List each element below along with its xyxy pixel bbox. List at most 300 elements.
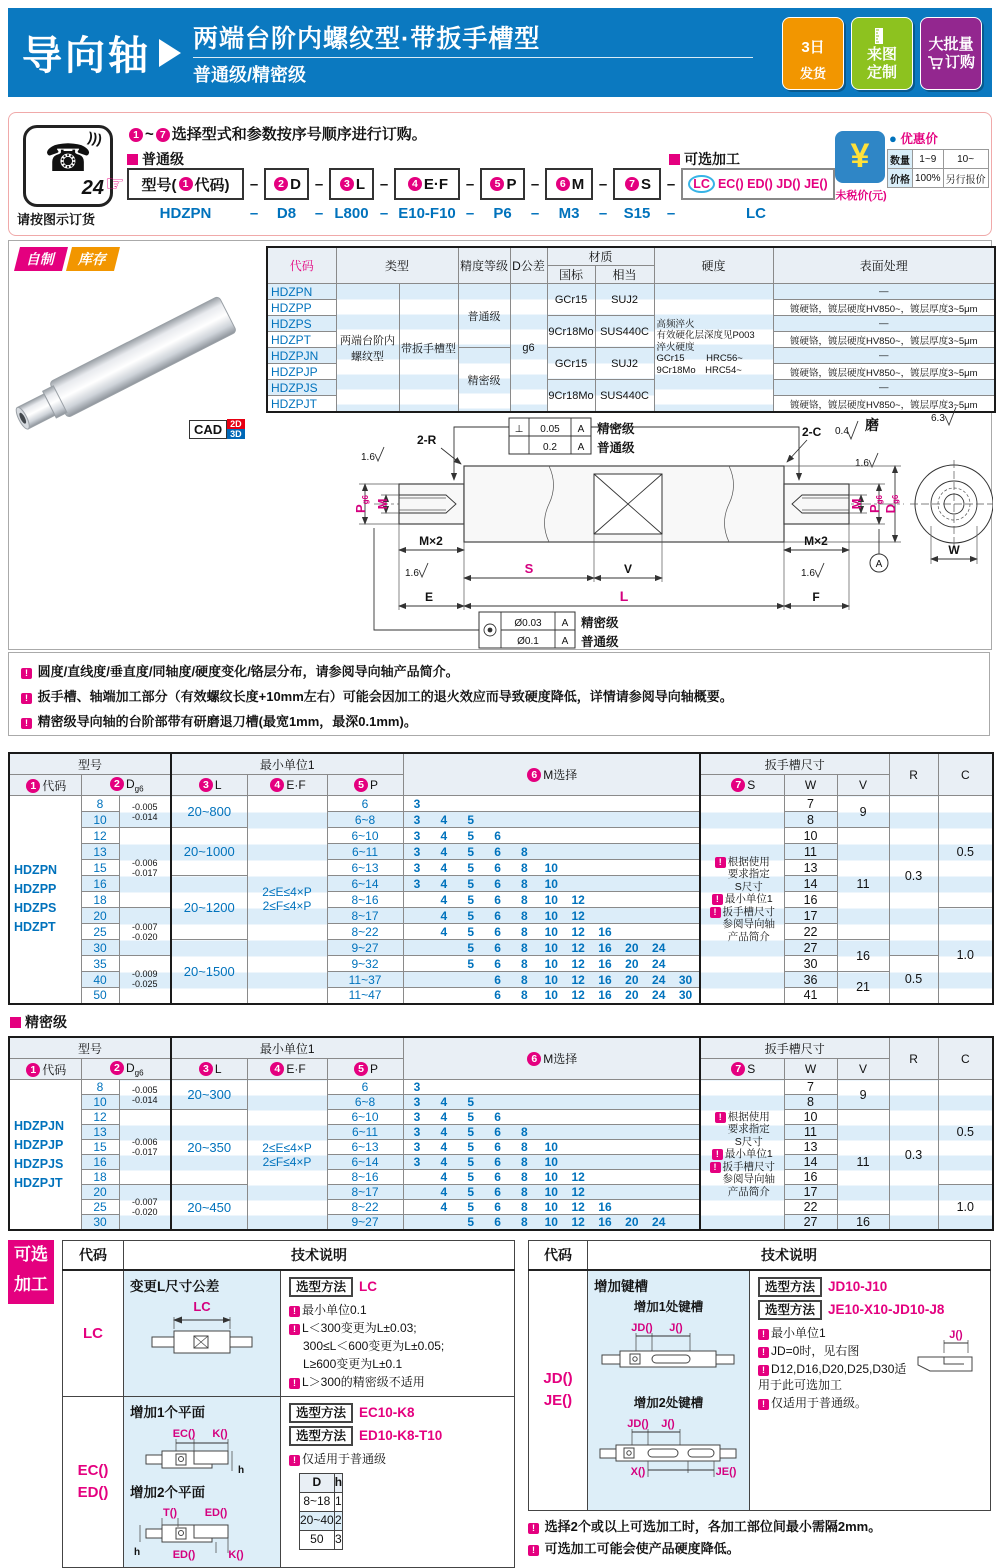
m-choices: 3 4 5 6 8 10 — [403, 1140, 700, 1155]
m-choices: 3 4 5 6 — [403, 1110, 700, 1125]
order-box-1: 型号( 1 代码) — [127, 168, 244, 200]
p-range: 6 — [327, 796, 403, 812]
size-table-precision: 型号 最小单位1 6 M选择 扳手槽尺寸 R C 1 代码 2 $D_{g6}$ 3 L 4 E·F 5 P 7 S W V HDZPJN HDZPJP HDZPJS HDZPJT 8 -0.005 -0.014 20~300 2≤E≤4×P 2≤F≤4×P 6 3 !根据使用 要求指定 S尺寸 !最小单位1 !扳手槽尺寸 参阅导向轴 产品简介 7 9 0.3 0.5 10 6~8 3 4 5 8 12 -0.006 -0.017 20~350 6~10 3 4 5 6 10 11 13 6~11 3 4 5 6 8 11 15 6~13 3 4 5 6 8 10 13 16 6~14 3 4 5 6 8 10 14 18 8~16 4 5 6 8 10 12 16 20 -0.007 -0.020 20~450 8~17 4 5 6 8 10 12 17 1.0 25 8~22 4 5 6 8 10 12 16 22 30 9~27 5 6 8 10 12 16 20 24 27 16 — [8, 1036, 994, 1231]
svg-text:A: A — [561, 636, 569, 647]
v-value: 9 — [837, 1080, 889, 1110]
p-range: 8~22 — [327, 924, 403, 940]
r-value: 0.5 — [889, 956, 938, 1004]
phone-24h-icon: ☎ 24 ))) — [23, 125, 113, 207]
v-value: 11 — [837, 1110, 889, 1215]
p-range: 6~14 — [327, 1155, 403, 1170]
svg-text:0.05: 0.05 — [540, 424, 560, 435]
num-6-icon: 6 — [527, 768, 541, 782]
perpendicularity-symbol: ⊥ — [514, 424, 524, 435]
dg6-value: 13 — [81, 1125, 119, 1140]
svg-text:W: W — [948, 543, 960, 557]
dg6-tolerance: -0.005 -0.014 — [119, 796, 171, 828]
page-title: 两端台阶内螺纹型·带扳手槽型 — [193, 24, 541, 53]
c-value: 1.0 — [938, 1185, 993, 1231]
order-box-2: 2 D — [264, 168, 309, 200]
spec-table: 代码 类型 精度等级 D公差 材质 硬度 表面处理 国标 相当 HDZPN 两端台阶内螺纹型 带扳手槽型 普通级 g6 GCr15 SUJ2 高频淬火 有效硬化层深度见P003 淬火硬度 GCr15 HRC56~ 9Cr18Mo HRC54~ — HDZPP 镀硬铬，镀层硬度HV850~，镀层厚度3~5μm HDZPS 9Cr18Mo SUS440C — HDZPT 镀硬铬，镀层硬度HV850~，镀层厚度3~5μm HDZPJN 精密级 GCr15 SUJ2 — HDZPJP 镀硬铬，镀层硬度HV850~，镀层厚度3~5μm HDZPJS 9Cr18Mo SUS440C — HDZPJT 镀硬铬，镀层硬度HV850~，镀层厚度3~5μm — [266, 246, 996, 413]
p-range: 9~27 — [327, 1215, 403, 1231]
svg-text:L: L — [619, 588, 629, 604]
w-value: 22 — [784, 924, 837, 940]
svg-text:K(): K() — [228, 1549, 244, 1561]
example-value: LC — [746, 205, 766, 222]
w-value: 36 — [784, 972, 837, 988]
m-choices: 4 5 6 8 10 12 — [403, 908, 700, 924]
svg-text:A: A — [577, 424, 585, 435]
svg-text:JD(): JD() — [631, 1322, 653, 1334]
dg6-value: 18 — [81, 892, 119, 908]
w-value: 10 — [784, 828, 837, 844]
svg-text:S: S — [524, 561, 534, 576]
p-range: 6~10 — [327, 1110, 403, 1125]
surface-treatment: — — [773, 348, 995, 364]
dg6-value: 30 — [81, 1215, 119, 1231]
note-icon — [715, 1112, 726, 1123]
l-range: 20~450 — [171, 1185, 247, 1231]
p-range: 6~14 — [327, 876, 403, 892]
optional-codes-box: LC EC() ED() JD() JE() — [681, 168, 835, 200]
num-3-icon: 3 — [199, 1062, 213, 1076]
dg6-value: 20 — [81, 1185, 119, 1200]
p-range: 6~10 — [327, 828, 403, 844]
dg6-value: 25 — [81, 1200, 119, 1215]
svg-text:Pg6: $P_{g6}$ — [867, 494, 884, 514]
w-value: 14 — [784, 1155, 837, 1170]
m-choices: 3 4 5 6 — [403, 828, 700, 844]
dg6-value: 35 — [81, 956, 119, 972]
dg6-value: 20 — [81, 908, 119, 924]
num-1-icon: 1 — [26, 779, 40, 793]
svg-text:1.6: 1.6 — [361, 452, 375, 463]
code-ec-ed: EC() ED() — [63, 1397, 124, 1568]
spec-code[interactable]: HDZPT — [267, 332, 336, 348]
dg6-value: 18 — [81, 1170, 119, 1185]
code-jd-je: JD() JE() — [529, 1270, 588, 1510]
cad-download-badge[interactable]: CAD 2D 3D — [189, 419, 245, 439]
svg-text:JE(): JE() — [715, 1466, 737, 1478]
example-value: L800 — [334, 205, 369, 222]
size-table-normal: 型号 最小单位1 6 M选择 扳手槽尺寸 R C 1 代码 2 $D_{g6}$ 3 L 4 E·F 5 P 7 S W V HDZPN HDZPP HDZPS HDZPT 8 -0.005 -0.014 20~800 2≤E≤4×P 2≤F≤4×P 6 3 !根据使用 要求指定 S尺寸 !最小单位1 !扳手槽尺寸 参阅导向轴 产品简介 7 9 0.3 0.5 10 6~8 3 4 5 8 12 -0.006 -0.017 20~1000 6~10 3 4 5 6 10 11 13 6~11 3 4 5 6 8 11 15 6~13 3 4 5 6 8 10 13 16 20~1200 6~14 3 4 5 6 8 10 14 18 8~16 4 5 6 8 10 12 16 20 -0.007 -0.020 8~17 4 5 6 8 10 12 17 1.0 25 8~22 4 5 6 8 10 12 16 22 30 20~1500 9~27 5 6 8 10 12 16 20 24 27 16 35 -0.009 -0.025 9~32 5 6 8 10 12 16 20 24 30 0.5 40 11~37 6 8 10 12 16 20 24 30 36 21 50 11~47 6 8 10 12 16 20 24 30 41 — [8, 752, 994, 1005]
p-range: 11~37 — [327, 972, 403, 988]
s-notes: !根据使用 要求指定 S尺寸 !最小单位1 !扳手槽尺寸 参阅导向轴 产品简介 — [700, 796, 784, 1004]
m-choices: 5 6 8 10 12 16 20 24 — [403, 940, 700, 956]
l-range: 20~300 — [171, 1080, 247, 1110]
order-box-6: 6 M — [545, 168, 593, 200]
w-value: 22 — [784, 1200, 837, 1215]
note-icon — [289, 1324, 300, 1335]
p-range: 6~11 — [327, 1125, 403, 1140]
note-icon — [758, 1329, 769, 1340]
dg6-value: 12 — [81, 1110, 119, 1125]
note-icon — [758, 1365, 769, 1376]
spec-code[interactable]: HDZPJP — [267, 364, 336, 380]
w-value: 10 — [784, 1110, 837, 1125]
dg6-value: 8 — [81, 796, 119, 812]
order-box-3: 3 L — [329, 168, 374, 200]
svg-text:普通级: 普通级 — [597, 441, 635, 455]
svg-text:M×2: M×2 — [804, 534, 828, 548]
arrow-right-icon — [159, 39, 181, 67]
w-value: 27 — [784, 940, 837, 956]
m-choices: 5 6 8 10 12 16 20 24 — [403, 1215, 700, 1231]
num-6-icon: 6 — [556, 177, 570, 191]
example-value: E10-F10 — [398, 205, 456, 222]
order-box-4: 4 E·F — [394, 168, 460, 200]
svg-text:0.2: 0.2 — [543, 442, 557, 453]
svg-text:J(): J() — [949, 1329, 963, 1341]
w-value: 14 — [784, 876, 837, 892]
svg-text:A: A — [561, 618, 569, 629]
m-choices: 3 4 5 — [403, 1095, 700, 1110]
cart-icon — [927, 56, 943, 70]
m-choices: 6 8 10 12 16 20 24 30 — [403, 988, 700, 1004]
w-value: 41 — [784, 988, 837, 1004]
spec-code[interactable]: HDZPJS — [267, 380, 336, 396]
num-7-icon: 7 — [625, 177, 639, 191]
svg-text:JD(): JD() — [627, 1418, 649, 1430]
num-2-icon: 2 — [110, 1061, 124, 1075]
jd-je-diagram-cell: 增加键槽 增加1处键槽 JD() J() 增加2处键槽 JD() J() X() JE() — [588, 1270, 750, 1510]
dg6-value: 10 — [81, 812, 119, 828]
phone-caption: 请按图示订货 — [17, 212, 96, 227]
svg-text:普通级: 普通级 — [581, 635, 619, 649]
p-range: 11~47 — [327, 988, 403, 1004]
svg-text:精密级: 精密级 — [581, 616, 619, 630]
m-choices: 4 5 6 8 10 12 — [403, 1170, 700, 1185]
m-choices: 4 5 6 8 10 12 16 — [403, 924, 700, 940]
num-2-icon: 2 — [274, 177, 288, 191]
p-range: 8~16 — [327, 892, 403, 908]
price-table: 数量 1~9 10~ 价格 100% 另行报价 — [887, 149, 989, 188]
num-5-icon: 5 — [354, 778, 368, 792]
dg6-value: 13 — [81, 844, 119, 860]
order-example-row: HDZPN – D8 – L800 – E10-F10 – P6 – M3 – S15 – LC — [127, 205, 831, 222]
note-icon — [758, 1399, 769, 1410]
m-choices: 3 4 5 6 8 10 — [403, 876, 700, 892]
svg-text:F: F — [812, 590, 820, 604]
l-range: 20~800 — [171, 796, 247, 828]
svg-text:LC: LC — [193, 1299, 211, 1314]
dg6-value: 10 — [81, 1095, 119, 1110]
order-box-5: 5 P — [480, 168, 525, 200]
c-value: 0.5 — [938, 796, 993, 908]
order-box-7: 7 S — [613, 168, 661, 200]
dg6-value: 15 — [81, 1140, 119, 1155]
num-7-icon: 7 — [156, 128, 170, 142]
num-1-icon: 1 — [179, 177, 193, 191]
m-choices: 3 — [403, 796, 700, 812]
svg-text:A: A — [875, 559, 883, 570]
svg-text:h: h — [134, 1547, 141, 1558]
p-range: 6~8 — [327, 812, 403, 828]
c-value: 1.0 — [938, 908, 993, 1004]
p-range: 6~8 — [327, 1095, 403, 1110]
dg6-tolerance: -0.007 -0.020 — [119, 908, 171, 956]
square-bullet-icon — [669, 154, 680, 165]
m-choices: 4 5 6 8 10 12 — [403, 1185, 700, 1200]
code-lc: LC — [63, 1270, 124, 1397]
table-codes[interactable]: HDZPJN HDZPJP HDZPJS HDZPJT — [9, 1080, 81, 1231]
w-value: 30 — [784, 956, 837, 972]
stock-badge: 库存 — [66, 247, 120, 271]
yen-icon: ¥ — [835, 131, 885, 183]
precision-section-label: 精密级 — [10, 1012, 67, 1032]
m-choices: 6 8 10 12 16 20 24 30 — [403, 972, 700, 988]
note-icon — [289, 1306, 300, 1317]
svg-text:T(): T() — [162, 1507, 178, 1519]
grade-label: 普通级 — [127, 149, 184, 169]
note-icon — [710, 907, 721, 918]
w-value: 17 — [784, 1185, 837, 1200]
s-notes: !根据使用 要求指定 S尺寸 !最小单位1 !扳手槽尺寸 参阅导向轴 产品简介 — [700, 1080, 784, 1231]
w-value: 13 — [784, 1140, 837, 1155]
optional-machining-badge: 可选 加工 — [8, 1240, 54, 1304]
ordering-section — [8, 112, 992, 236]
note-icon — [21, 693, 32, 704]
dg6-tolerance: -0.007 -0.020 — [119, 1185, 171, 1231]
svg-text:Dg6: $D_{g6}$ — [883, 494, 900, 514]
dg6-value: 30 — [81, 940, 119, 956]
svg-text:A: A — [577, 442, 585, 453]
svg-text:6.3: 6.3 — [931, 413, 945, 424]
num-1-icon: 1 — [129, 128, 143, 142]
spec-code[interactable]: HDZPN — [267, 284, 336, 300]
m-choices: 3 4 5 6 8 — [403, 844, 700, 860]
v-value: 11 — [837, 828, 889, 940]
note-icon — [715, 857, 726, 868]
note-icon — [712, 894, 723, 905]
svg-text:h: h — [238, 1465, 245, 1476]
optional-label: 可选加工 — [669, 149, 740, 169]
svg-text:M×2: M×2 — [419, 534, 443, 548]
dg6-value: 12 — [81, 828, 119, 844]
c-value: 0.5 — [938, 1080, 993, 1185]
num-2-icon: 2 — [110, 777, 124, 791]
dg6-tolerance: -0.005 -0.014 — [119, 1080, 171, 1110]
p-range: 6~13 — [327, 860, 403, 876]
note-icon — [21, 718, 32, 729]
lc-explanation: 选型方法 LC !最小单位0.1 !L＜300变更为L±0.03; 300≤L＜600变更为L±0.05; L≥600变更为L±0.1 !L＞300的精密级不适用 — [281, 1270, 515, 1397]
dg6-value: 8 — [81, 1080, 119, 1095]
w-value: 13 — [784, 860, 837, 876]
lc-diagram-cell: 变更L尺寸公差 LC — [124, 1270, 281, 1397]
v-value: 9 — [837, 796, 889, 828]
svg-text:E: E — [424, 590, 434, 604]
svg-text:磨: 磨 — [865, 417, 879, 433]
badge-3day-shipping: 3日 发货 — [782, 17, 844, 90]
p-range: 8~22 — [327, 1200, 403, 1215]
w-value: 16 — [784, 1170, 837, 1185]
m-choices: 4 5 6 8 10 12 16 — [403, 1200, 700, 1215]
p-range: 9~32 — [327, 956, 403, 972]
drawing-notes: ! 圆度/直线度/垂直度/同轴度/硬度变化/铬层分布，请参阅导向轴产品简介。 ! 扳手槽、轴端加工部分（有效螺纹长度+10mm左右）可能会因加工的退火效应而导致硬度降低，详情请参阅导向轴概要。 ! 精密级导向轴的台阶部带有研磨退刀槽(最宽1mm，最深0.1mm)。 — [8, 652, 990, 736]
surface-treatment: 镀硬铬，镀层硬度HV850~，镀层厚度3~5μm — [773, 364, 995, 380]
svg-text:EC(): EC() — [172, 1428, 196, 1440]
num-5-icon: 5 — [354, 1062, 368, 1076]
jd-zero-diagram — [908, 1327, 982, 1379]
svg-text:1.6: 1.6 — [855, 458, 869, 469]
model-code-boxes: 型号( 1 代码) – 2 D – 3 L – 4 E·F – 5 P – 6 M – 7 S – LC EC() ED() JD() JE() — [127, 169, 835, 199]
badge-custom-drawing: 来图 定制 — [851, 17, 913, 90]
svg-text:X(): X() — [630, 1466, 646, 1478]
badge-bulk-order: 大批量 订购 — [920, 17, 982, 90]
note-icon — [21, 668, 32, 679]
svg-text:精密级: 精密级 — [597, 422, 635, 436]
num-7-icon: 7 — [731, 1062, 745, 1076]
m-choices: 3 4 5 6 8 10 — [403, 1155, 700, 1170]
dg6-value: 16 — [81, 1155, 119, 1170]
svg-text:2-R: 2-R — [417, 433, 437, 447]
d-h-table: D h 8~18 1 20~40 2 50 3 — [299, 1473, 343, 1550]
svg-text:1.6: 1.6 — [801, 568, 815, 579]
w-value: 8 — [784, 1095, 837, 1110]
p-range: 8~16 — [327, 1170, 403, 1185]
r-value: 0.3 — [889, 1080, 938, 1231]
svg-text:ED(): ED() — [204, 1507, 228, 1519]
m-choices: 3 — [403, 1080, 700, 1095]
svg-text:Ø0.1: Ø0.1 — [517, 636, 539, 647]
example-value: S15 — [623, 205, 651, 222]
dg6-tolerance: -0.006 -0.017 — [119, 1110, 171, 1185]
untaxed-price-label: 未税价(元) — [835, 190, 887, 202]
spec-code[interactable]: HDZPJT — [267, 396, 336, 413]
note-icon — [289, 1455, 300, 1466]
dg6-tolerance: -0.009 -0.025 — [119, 956, 171, 1004]
l-range: 20~350 — [171, 1110, 247, 1185]
page-subtitle: 普通级/精密级 — [193, 57, 753, 87]
note-icon — [528, 1523, 539, 1534]
v-value: 16 — [837, 1215, 889, 1231]
optional-table-left: 代码 技术说明 LC 变更L尺寸公差 LC 选型方法 LC !最小单位0.1 !L＜300变更为L±0.03; 300≤L＜600变更为L±0.05; L≥600变更为L±0.1 !L＞300的精密级不适用 EC() ED() 增加1个平面 EC() K() h 增加2个平面 T() ED() h ED() K() 选型方法 EC10-K8 选型方法 ED10-K8-T10 !仅适用于普通级 D h 8~18 1 20~40 2 50 3 — [62, 1240, 515, 1568]
dg6-value: 16 — [81, 876, 119, 892]
p-range: 6~13 — [327, 1140, 403, 1155]
pointing-hand-icon: ☞ — [105, 171, 125, 196]
note-icon — [289, 1378, 300, 1389]
product-name: 导向轴 — [22, 34, 151, 78]
dg6-tolerance: -0.006 -0.017 — [119, 828, 171, 908]
l-range: 20~1500 — [171, 940, 247, 1004]
surface-treatment: — — [773, 284, 995, 300]
dg6-value: 15 — [81, 860, 119, 876]
num-3-icon: 3 — [340, 177, 354, 191]
svg-text:2-C: 2-C — [802, 425, 822, 439]
note-icon — [758, 1347, 769, 1358]
optional-table-right: 代码 技术说明 JD() JE() 增加键槽 增加1处键槽 JD() J() 增加2处键槽 JD() J() X() JE() 选型方法 JD10-J10 选型方法 JE10-X10-JD10-J8 J() !最小单位1 !JD=0时，见右图 !D12,D16,D20,D25,D30适用于此可选加工 !仅适用于普通级。 — [528, 1240, 991, 1511]
spec-code[interactable]: HDZPS — [267, 316, 336, 332]
surface-treatment: — — [773, 316, 995, 332]
square-bullet-icon — [127, 154, 138, 165]
m-choices: 4 5 6 8 10 12 — [403, 892, 700, 908]
example-value: D8 — [276, 205, 297, 222]
spec-code[interactable]: HDZPJN — [267, 348, 336, 364]
surface-treatment: 镀硬铬，镀层硬度HV850~，镀层厚度3~5μm — [773, 396, 995, 413]
jd-je-explanation: 选型方法 JD10-J10 选型方法 JE10-X10-JD10-J8 J() !最小单位1 !JD=0时，见右图 !D12,D16,D20,D25,D30适用于此可选加工 !仅适用于普通级。 — [750, 1270, 991, 1510]
l-range: 20~1000 — [171, 828, 247, 876]
num-1-icon: 1 — [26, 1063, 40, 1077]
bottom-notes: ! 选择2个或以上可选加工时，各加工部位间最小需隔2mm。 ! 可选加工可能会使产品硬度降低。 — [528, 1516, 881, 1560]
dg6-value: 50 — [81, 988, 119, 1004]
v-value: 16 — [837, 940, 889, 972]
w-value: 17 — [784, 908, 837, 924]
ef-range: 2≤E≤4×P 2≤F≤4×P — [247, 796, 327, 1004]
note-icon — [710, 1162, 721, 1173]
num-4-icon: 4 — [270, 1062, 284, 1076]
ef-range: 2≤E≤4×P 2≤F≤4×P — [247, 1080, 327, 1231]
svg-text:K(): K() — [212, 1428, 228, 1440]
l-range: 20~1200 — [171, 876, 247, 940]
num-6-icon: 6 — [527, 1052, 541, 1066]
p-range: 8~17 — [327, 908, 403, 924]
w-value: 7 — [784, 796, 837, 812]
svg-text:M: M — [849, 498, 864, 510]
ordering-instruction: 1 ~ 7 选择型式和参数按序号顺序进行订购。 — [127, 123, 427, 144]
ruler-icon — [872, 26, 892, 46]
m-choices: 3 4 5 6 8 — [403, 1125, 700, 1140]
main-content-box — [8, 240, 992, 650]
svg-text:J(): J() — [669, 1322, 683, 1334]
m-choices: 3 4 5 6 8 10 — [403, 860, 700, 876]
svg-text:Ø0.03: Ø0.03 — [514, 618, 542, 629]
w-value: 16 — [784, 892, 837, 908]
num-5-icon: 5 — [490, 177, 504, 191]
example-value: P6 — [493, 205, 512, 222]
v-value: 21 — [837, 972, 889, 1004]
num-3-icon: 3 — [199, 778, 213, 792]
w-value: 27 — [784, 1215, 837, 1231]
example-value: HDZPN — [159, 205, 212, 222]
w-value: 8 — [784, 812, 837, 828]
svg-text:1.6: 1.6 — [405, 568, 419, 579]
num-7-icon: 7 — [731, 778, 745, 792]
w-value: 11 — [784, 844, 837, 860]
svg-text:0.4: 0.4 — [835, 426, 849, 437]
m-choices: 3 4 5 — [403, 812, 700, 828]
spec-code[interactable]: HDZPP — [267, 300, 336, 316]
surface-treatment: 镀硬铬，镀层硬度HV850~，镀层厚度3~5μm — [773, 300, 995, 316]
num-4-icon: 4 — [408, 177, 422, 191]
svg-text:V: V — [623, 562, 633, 576]
promo-price-label: ● 优惠价 — [889, 131, 938, 146]
note-icon — [712, 1149, 723, 1160]
surface-treatment: — — [773, 380, 995, 396]
ec-ed-explanation: 选型方法 EC10-K8 选型方法 ED10-K8-T10 !仅适用于普通级 D h 8~18 1 20~40 2 50 3 — [281, 1397, 515, 1568]
dg6-value: 25 — [81, 924, 119, 940]
p-range: 6~11 — [327, 844, 403, 860]
table-codes[interactable]: HDZPN HDZPP HDZPS HDZPT — [9, 796, 81, 1004]
m-choices: 5 6 8 10 12 16 20 24 — [403, 956, 700, 972]
num-4-icon: 4 — [270, 778, 284, 792]
self-made-badge: 自制 — [14, 247, 68, 271]
p-range: 8~17 — [327, 1185, 403, 1200]
svg-text:Pg6: $P_{g6}$ — [353, 494, 370, 514]
r-value: 0.3 — [889, 796, 938, 956]
technical-drawing — [9, 404, 993, 649]
svg-text:ED(): ED() — [172, 1549, 196, 1561]
square-bullet-icon — [10, 1017, 21, 1028]
note-icon — [528, 1545, 539, 1556]
svg-text:M: M — [375, 498, 390, 510]
dg6-value: 40 — [81, 972, 119, 988]
svg-text:J(): J() — [661, 1418, 675, 1430]
surface-treatment: 镀硬铬，镀层硬度HV850~，镀层厚度3~5μm — [773, 332, 995, 348]
example-value: M3 — [558, 205, 580, 222]
header-banner — [8, 8, 992, 97]
w-value: 7 — [784, 1080, 837, 1095]
p-range: 6 — [327, 1080, 403, 1095]
